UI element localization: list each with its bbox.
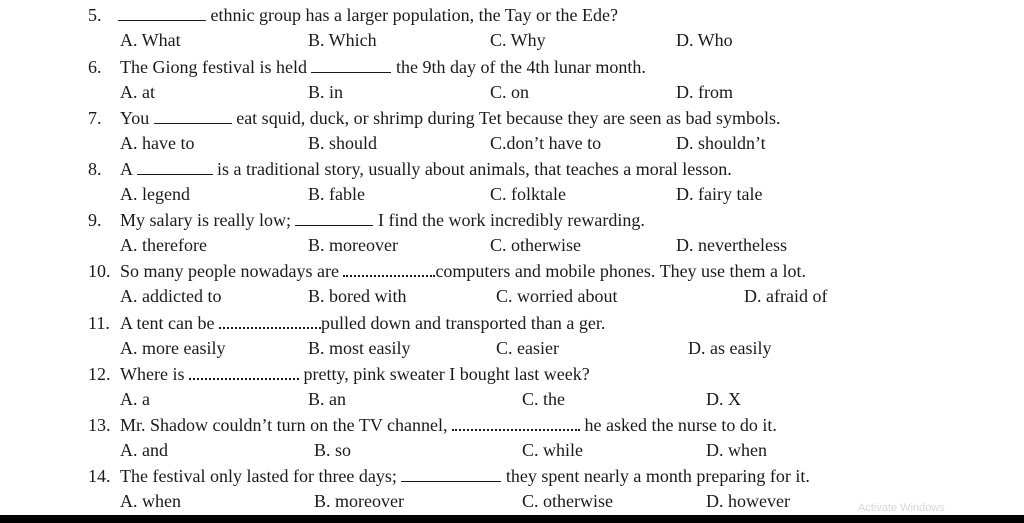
question-number: 6. [88, 57, 102, 77]
option-a[interactable]: A. What [120, 30, 181, 50]
question-text-after: ethnic group has a larger population, the Tay or the Ede? [206, 5, 618, 25]
answer-blank[interactable] [219, 313, 321, 329]
answer-blank[interactable] [452, 415, 580, 431]
question-text-after: they spent nearly a month preparing for it. [501, 466, 810, 486]
question-5 [88, 4, 618, 26]
question-13 [88, 414, 777, 436]
option-c[interactable]: C. worried about [496, 286, 618, 306]
option-b[interactable]: B. moreover [314, 491, 404, 511]
question-text-after: the 9th day of the 4th lunar month. [391, 57, 646, 77]
option-a[interactable]: A. addicted to [120, 286, 222, 306]
question-number: 8. [88, 159, 102, 179]
option-b[interactable]: B. most easily [308, 338, 411, 358]
option-a[interactable]: A. and [120, 440, 168, 460]
option-d[interactable]: D. fairy tale [676, 184, 763, 204]
option-c[interactable]: C. while [522, 440, 583, 460]
option-c[interactable]: C. easier [496, 338, 559, 358]
option-b[interactable]: B. moreover [308, 235, 398, 255]
question-text-after: pulled down and transported than a ger. [320, 313, 606, 333]
option-d[interactable]: D. nevertheless [676, 235, 787, 255]
option-b[interactable]: B. in [308, 82, 344, 102]
question-text-before: You [120, 108, 154, 128]
question-number: 13. [88, 415, 111, 435]
option-b[interactable]: B. an [308, 389, 346, 409]
question-text-before: My salary is really low; [120, 210, 296, 230]
question-text-after: is a traditional story, usually about animals, that teaches a moral lesson. [212, 159, 732, 179]
option-c[interactable]: C. otherwise [490, 235, 581, 255]
question-11 [88, 312, 605, 334]
question-10 [88, 260, 806, 282]
option-d[interactable]: D. from [676, 82, 733, 102]
bottom-black-bar [0, 515, 1024, 523]
question-9 [88, 209, 645, 231]
option-c[interactable]: C. otherwise [522, 491, 613, 511]
option-d[interactable]: D. shouldn’t [676, 133, 766, 153]
option-d[interactable]: D. X [706, 389, 741, 409]
option-a[interactable]: A. when [120, 491, 181, 511]
option-b[interactable]: B. fable [308, 184, 365, 204]
answer-blank[interactable] [295, 211, 373, 226]
answer-blank[interactable] [118, 6, 206, 21]
question-number: 9. [88, 210, 102, 230]
question-number: 10. [88, 261, 111, 281]
answer-blank[interactable] [311, 58, 391, 73]
option-d[interactable]: D. however [706, 491, 790, 511]
option-b[interactable]: B. bored with [308, 286, 407, 306]
option-d[interactable]: D. afraid of [744, 286, 828, 306]
option-c[interactable]: C. on [490, 82, 530, 102]
option-b[interactable]: B. should [308, 133, 378, 153]
question-text-before: Mr. Shadow couldn’t turn on the TV channel, [120, 415, 452, 435]
option-a[interactable]: A. a [120, 389, 150, 409]
option-a[interactable]: A. therefore [120, 235, 207, 255]
question-text-before: So many people nowadays are [120, 261, 344, 281]
option-a[interactable]: A. at [120, 82, 155, 102]
option-a[interactable]: A. have to [120, 133, 195, 153]
question-number: 7. [88, 108, 102, 128]
question-text-before: A tent can be [120, 313, 219, 333]
question-7 [88, 107, 780, 129]
question-text-after: eat squid, duck, or shrimp during Tet because they are seen as bad symbols. [231, 108, 781, 128]
question-8 [88, 158, 732, 180]
answer-blank[interactable] [154, 109, 232, 124]
question-number: 11. [88, 313, 110, 333]
question-text-after: computers and mobile phones. They use them a lot. [435, 261, 807, 281]
question-6 [88, 56, 646, 78]
question-text-before: The festival only lasted for three days; [120, 466, 402, 486]
option-c[interactable]: C.don’t have to [490, 133, 602, 153]
option-a[interactable]: A. legend [120, 184, 190, 204]
activate-windows-watermark: Activate Windows [858, 502, 945, 514]
answer-blank[interactable] [189, 364, 299, 380]
option-d[interactable]: D. Who [676, 30, 733, 50]
question-14 [88, 465, 810, 487]
answer-blank[interactable] [401, 467, 501, 482]
option-c[interactable]: C. Why [490, 30, 546, 50]
question-text-before: The Giong festival is held [120, 57, 312, 77]
question-text-after: pretty, pink sweater I bought last week? [298, 364, 590, 384]
answer-blank[interactable] [343, 261, 435, 277]
question-12 [88, 363, 590, 385]
question-number: 14. [88, 466, 111, 486]
option-c[interactable]: C. the [522, 389, 565, 409]
option-a[interactable]: A. more easily [120, 338, 226, 358]
question-text-before: A [120, 159, 137, 179]
question-number: 5. [88, 5, 102, 25]
option-b[interactable]: B. so [314, 440, 352, 460]
option-b[interactable]: B. Which [308, 30, 377, 50]
question-text-before: Where is [120, 364, 189, 384]
option-c[interactable]: C. folktale [490, 184, 566, 204]
answer-blank[interactable] [137, 160, 213, 175]
question-number: 12. [88, 364, 111, 384]
question-text-after: he asked the nurse to do it. [579, 415, 777, 435]
question-text-after: I find the work incredibly rewarding. [373, 210, 645, 230]
option-d[interactable]: D. when [706, 440, 767, 460]
option-d[interactable]: D. as easily [688, 338, 772, 358]
